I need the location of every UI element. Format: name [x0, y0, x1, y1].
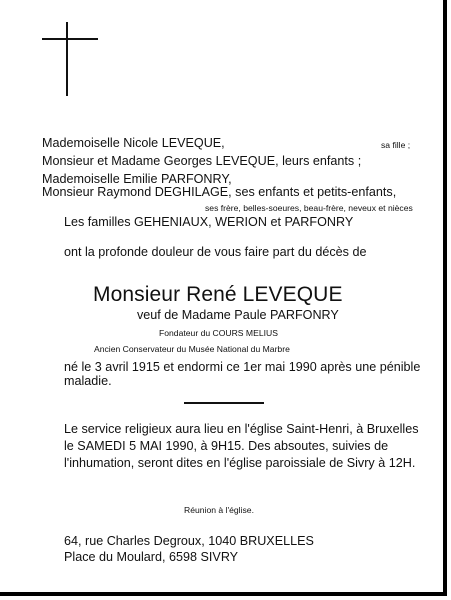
deceased-name: Monsieur René LEVEQUE	[93, 283, 343, 306]
family-line-4: Monsieur Raymond DEGHILAGE, ses enfants et petits-enfants,	[42, 185, 397, 199]
family-line-3: Mademoiselle Emilie PARFONRY,	[42, 172, 232, 186]
separator-line	[184, 402, 264, 404]
service-line-2: le SAMEDI 5 MAI 1990, à 9H15. Des absoutes, suivies de	[64, 439, 389, 453]
family-line-1: Mademoiselle Nicole LEVEQUE,	[42, 136, 225, 150]
service-line-1: Le service religieux aura lieu en l'église Saint-Henri, à Bruxelles	[64, 422, 419, 436]
reunion-text: Réunion à l'église.	[184, 505, 254, 515]
birth-death-line-2: maladie.	[64, 374, 112, 388]
announcement-text: ont la profonde douleur de vous faire part du décès de	[64, 245, 367, 259]
family-line-2: Monsieur et Madame Georges LEVEQUE, leurs enfants ;	[42, 154, 362, 168]
title-curator: Ancien Conservateur du Musée National du Marbre	[94, 344, 290, 354]
title-founder: Fondateur du COURS MELIUS	[159, 328, 278, 338]
family-line-6: Les familles GEHENIAUX, WERION et PARFONRY	[64, 215, 354, 229]
family-relation-1: sa fille ;	[381, 140, 411, 150]
birth-death-line-1: né le 3 avril 1915 et endormi ce 1er mai 1990 après une pénible	[64, 360, 421, 374]
address-1: 64, rue Charles Degroux, 1040 BRUXELLES	[64, 534, 314, 548]
widower-line: veuf de Madame Paule PARFONRY	[137, 308, 339, 322]
address-2: Place du Moulard, 6598 SIVRY	[64, 550, 239, 564]
family-line-5: ses frère, belles-soeures, beau-frère, neveux et nièces	[205, 203, 413, 213]
service-line-3: l'inhumation, seront dites en l'église paroissiale de Sivry à 12H.	[64, 456, 416, 470]
